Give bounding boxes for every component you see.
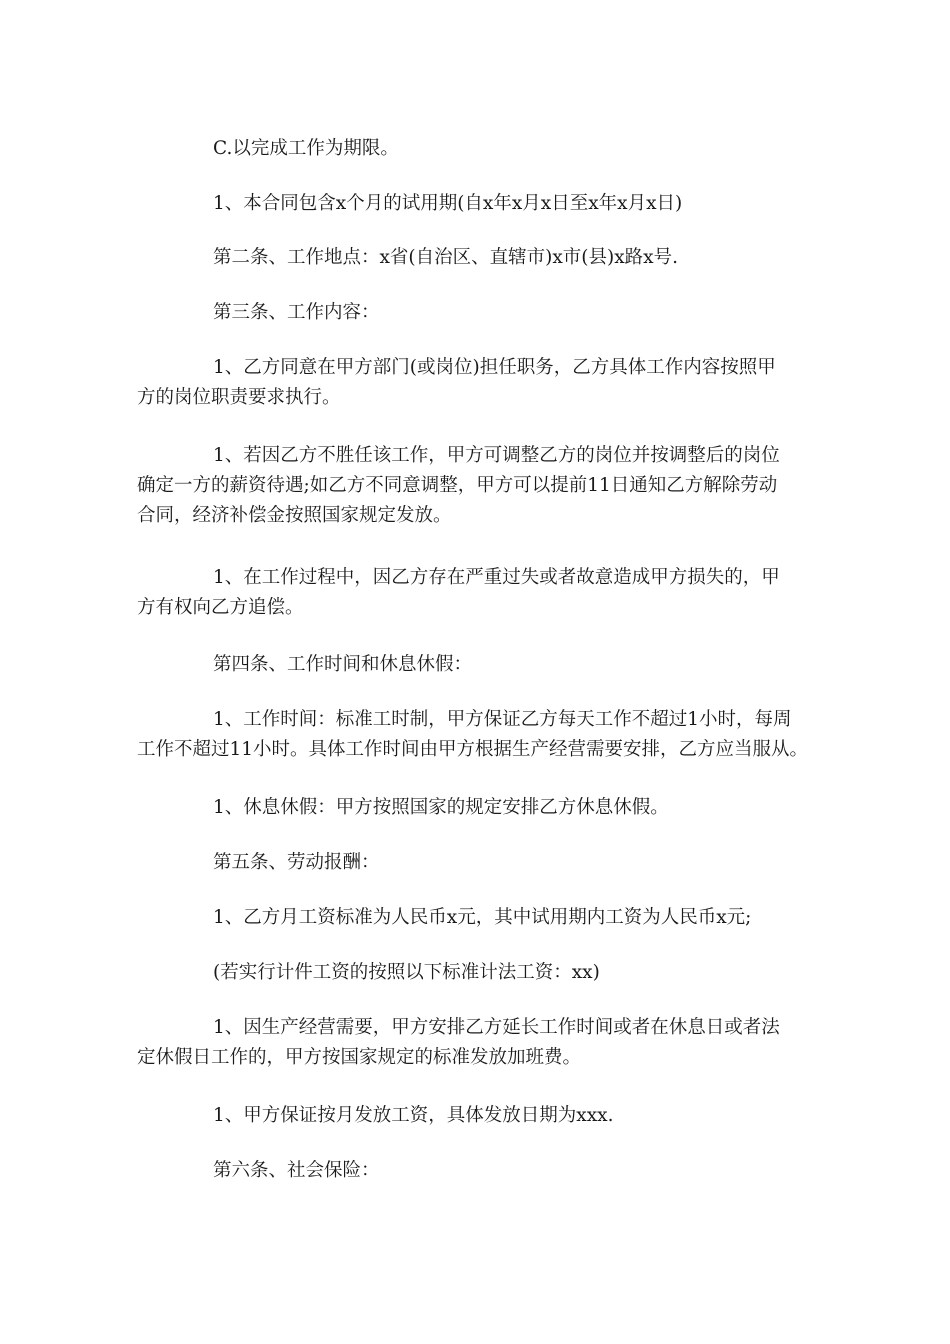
text-line: 第六条、社会保险： xyxy=(213,1160,380,1181)
text-line: 1、休息休假：甲方按照国家的规定安排乙方休息休假。 xyxy=(213,797,669,818)
text-line: 1、本合同包含x个月的试用期(自x年x月x日至x年x月x日) xyxy=(213,193,683,214)
paragraph-monthly-salary xyxy=(137,903,837,933)
text-line: 第四条、工作时间和休息休假： xyxy=(213,654,473,675)
text-line: 1、工作时间：标准工时制，甲方保证乙方每天工作不超过1小时，每周 xyxy=(213,709,792,730)
text-line: (若实行计件工资的按照以下标准计法工资：xx) xyxy=(213,962,600,983)
heading-article-4 xyxy=(137,650,837,680)
text-line: 第二条、工作地点：x省(自治区、直辖市)x市(县)x路x号. xyxy=(213,247,678,268)
text-line: 方的岗位职责要求执行。 xyxy=(137,387,341,408)
text-line: 第三条、工作内容： xyxy=(213,302,380,323)
paragraph-rest-leave xyxy=(137,793,837,823)
text-line: C.以完成工作为期限。 xyxy=(213,138,399,159)
paragraph-compensation-claim xyxy=(137,563,837,623)
text-line: 1、乙方月工资标准为人民币x元，其中试用期内工资为人民币x元; xyxy=(213,907,752,928)
text-line: 1、在工作过程中，因乙方存在严重过失或者故意造成甲方损失的，甲 xyxy=(213,567,780,588)
text-line: 确定一方的薪资待遇;如乙方不同意调整，甲方可以提前11日通知乙方解除劳动 xyxy=(137,475,778,496)
text-line: 1、乙方同意在甲方部门(或岗位)担任职务，乙方具体工作内容按照甲 xyxy=(213,357,776,378)
paragraph-piece-rate xyxy=(137,958,837,988)
paragraph-working-hours xyxy=(137,705,837,765)
heading-article-3 xyxy=(137,298,837,328)
text-line: 定休假日工作的，甲方按国家规定的标准发放加班费。 xyxy=(137,1047,582,1068)
heading-article-5 xyxy=(137,848,837,878)
paragraph-term-completion xyxy=(137,134,837,164)
paragraph-pay-date xyxy=(137,1101,837,1131)
heading-article-6 xyxy=(137,1156,837,1186)
text-line: 方有权向乙方追偿。 xyxy=(137,597,304,618)
text-line: 工作不超过11小时。具体工作时间由甲方根据生产经营需要安排，乙方应当服从。 xyxy=(137,739,809,760)
paragraph-job-adjustment xyxy=(137,441,837,531)
paragraph-overtime xyxy=(137,1013,837,1073)
text-line: 1、因生产经营需要，甲方安排乙方延长工作时间或者在休息日或者法 xyxy=(213,1017,780,1038)
paragraph-probation xyxy=(137,189,837,219)
paragraph-job-duties xyxy=(137,353,837,413)
heading-article-2 xyxy=(137,243,837,273)
text-line: 1、甲方保证按月发放工资，具体发放日期为xxx. xyxy=(213,1105,614,1126)
text-line: 第五条、劳动报酬： xyxy=(213,852,380,873)
text-line: 1、若因乙方不胜任该工作，甲方可调整乙方的岗位并按调整后的岗位 xyxy=(213,445,780,466)
text-line: 合同，经济补偿金按照国家规定发放。 xyxy=(137,505,452,526)
